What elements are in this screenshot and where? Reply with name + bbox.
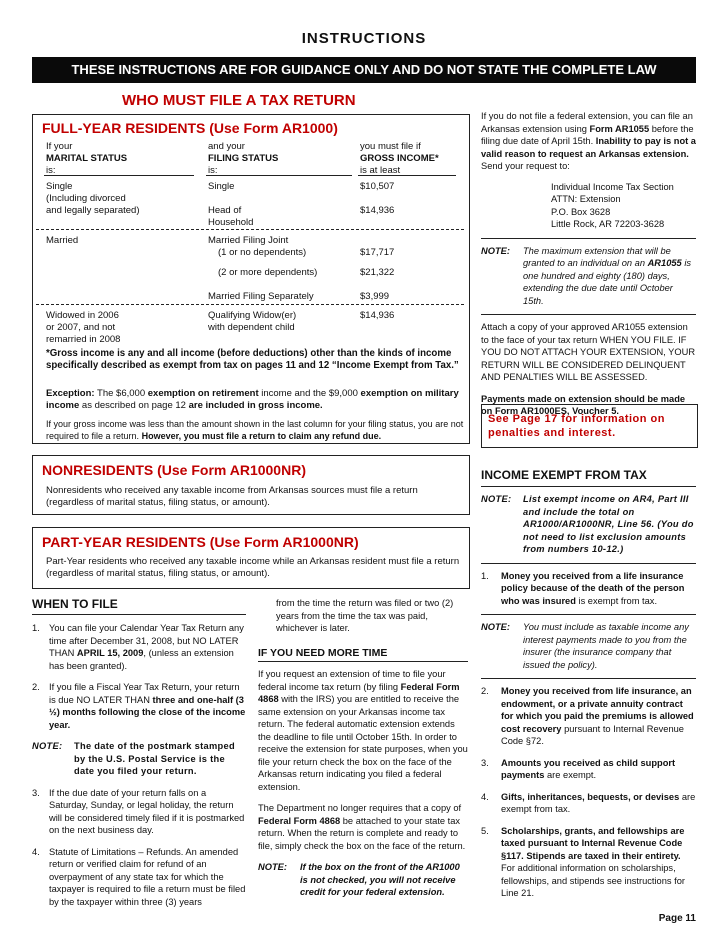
gross-income-note: *Gross income is any and all income (before deductions) other than the kinds of income specifically described as exempt from tax on pages 11 and 12 “Income Exempt from Tax.” <box>46 348 459 371</box>
row-hoh-gross: $14,936 <box>360 205 395 216</box>
col-header-gross: you must file if GROSS INCOME* is at least <box>360 141 439 176</box>
penalties-link-text: See Page 17 for information on penalties and interest. <box>488 413 665 439</box>
right-column-top: If you do not file a federal extension, you can file an Arkansas extension using Form AR1055 before the filing due date of April 15th. Inability to pay is not a valid reason to request an Arkansas extension. Send your request to: Individual Income Tax Section ATTN: Extension P.O. Box 3628 Little Rock, AR 72203-3628 NOTE: The maximum extension that will be granted to an individual on an AR1055 is one hundred and eighty (180) days, extending the due date until October 15th. Attach a copy of your approved AR1055 extension to the face of your tax return WHEN YOU FILE. IF YOU DO NOT ATTACH YOUR EXTENSION, YOUR RETURN WILL BE CONSIDERED DELINQUENT AND PENALTIES WILL BE ASSESSED. Payments made on extension should be made on Form AR1000ES, Voucher 5. <box>481 111 696 416</box>
col-header-marital: If your MARITAL STATUS is: <box>46 141 128 176</box>
row-mfj-gross: $17,717 <box>360 247 395 258</box>
exception-note: Exception: The $6,000 exemption on retirement income and the $9,000 exemption on military income as described on page 12 are included in gross income. <box>46 388 459 411</box>
row-widowed-marital: Widowed in 2006 or 2007, and not remarried in 2008 <box>46 310 121 345</box>
row-married-marital: Married <box>46 235 79 246</box>
row-widowed-gross: $14,936 <box>360 310 395 321</box>
row-mfj2-gross: $21,322 <box>360 267 395 278</box>
more-time-heading: IF YOU NEED MORE TIME <box>258 647 388 659</box>
row-single-filing: Single <box>208 181 235 192</box>
row-single-gross: $10,507 <box>360 181 395 192</box>
statute-continued: from the time the return was filed or two (2) years from the time the tax was paid, whichever is later. <box>276 598 454 633</box>
when-to-file-heading: WHEN TO FILE <box>32 597 118 611</box>
row-hoh-filing: Head of Household <box>208 205 254 228</box>
nonresidents-text: Nonresidents who received any taxable income from Arkansas sources must file a return (regardless of marital status, filing status, or amount). <box>46 485 418 508</box>
page-number: Page 11 <box>658 913 696 924</box>
row-mfs-filing: Married Filing Separately <box>208 291 314 302</box>
page-title: INSTRUCTIONS <box>301 30 427 47</box>
row-widowed-filing: Qualifying Widow(er) with dependent child <box>208 310 297 333</box>
nonresidents-title: NONRESIDENTS (Use Form AR1000NR) <box>42 462 306 478</box>
full-year-title: FULL-YEAR RESIDENTS (Use Form AR1000) <box>42 120 338 136</box>
part-year-title: PART-YEAR RESIDENTS (Use Form AR1000NR) <box>42 534 359 550</box>
income-exempt-body: NOTE: List exempt income on AR4, Part III and include the total on AR1000/AR1000NR, Line 56. (You do not need to list exclusion amounts from numbers 10-12.) 1. Money you received from a life insurance policy because of the death of the person who was insured is exempt from tax. NOTE: You must include as taxable income any interest payments made to you from the insurer (the insurance company that issued the policy). 2. Money you received from life insurance, an endowment, or a private annuity contract for which you paid the premiums is allowed cost recovery pursuant to Internal Revenue Code §72. 3. Amounts you received as child support payments are exempt. 4. Gifts, inheritances, bequests, or devises are exempt from tax. 5. Scholarships, grants, and fellowships are taxed pursuant to Internal Revenue Code §117. Stipends are taxed in their entirety. For additional information on scholarships, fellowships, and stipends see instructions for Line 21. <box>481 494 696 898</box>
row-mfs-gross: $3,999 <box>360 291 390 302</box>
when-to-file-body: 1. You can file your Calendar Year Tax Return any time after December 31, 2008, but NO LATER THAN APRIL 15, 2009, (unless an extension has been granted). 2. If you file a Fiscal Year Tax Return, your return is due NO LATER THAN three and one-half (3 ½) months following the close of the income year. NOTE: The date of the postmark stamped by the U.S. Postal Service is the date you filed your return. 3. If the due date of your return falls on a Saturday, Sunday, or legal holiday, the return will be considered timely filed if it is postmarked on the next business day. 4. Statute of Limitations – Refunds. An amended return or verified claim for refund of an overpayment of any state tax for which the taxpayer is required to file a return must be filed by the taxpayer within three (3) years <box>32 623 246 907</box>
income-exempt-heading: INCOME EXEMPT FROM TAX <box>481 468 647 482</box>
row-mfj-filing: Married Filing Joint (1 or no dependents) <box>208 235 307 258</box>
extension-address: Individual Income Tax Section ATTN: Extension P.O. Box 3628 Little Rock, AR 72203-3628 <box>551 181 674 229</box>
col-header-filing: and your FILING STATUS is: <box>208 141 279 176</box>
who-must-file-heading: WHO MUST FILE A TAX RETURN <box>122 92 356 109</box>
refund-note: If your gross income was less than the amount shown in the last column for your filing status, you are not required to file a return. However, you must file a return to claim any refund due. <box>46 419 464 441</box>
row-mfj2-filing: (2 or more dependents) <box>218 267 318 278</box>
more-time-body: If you request an extension of time to file your federal income tax return (by filing Federal Form 4868 with the IRS) you are entitled to receive the same extension on your Arkansas income tax return. The federal automatic extension extends the deadline to file until October 15th. In order to receive the extension for state purposes, when you file your return check the box on the face of the Arkansas return indicating you filed a federal extension. The Department no longer requires that a copy of Federal Form 4868 be attached to your state tax return. When the return is complete and ready to file, simply check the box on the face of the return. NOTE: If the box on the front of the AR1000 is not checked, you will not receive credit for your federal extension. <box>258 669 468 897</box>
guidance-banner: THESE INSTRUCTIONS ARE FOR GUIDANCE ONLY AND DO NOT STATE THE COMPLETE LAW <box>32 57 696 83</box>
row-single-marital: Single (Including divorced and legally separated) <box>46 181 140 216</box>
part-year-text: Part-Year residents who received any taxable income while an Arkansas resident must file a return (regardless of marital status, filing status, or amount). <box>46 556 460 579</box>
